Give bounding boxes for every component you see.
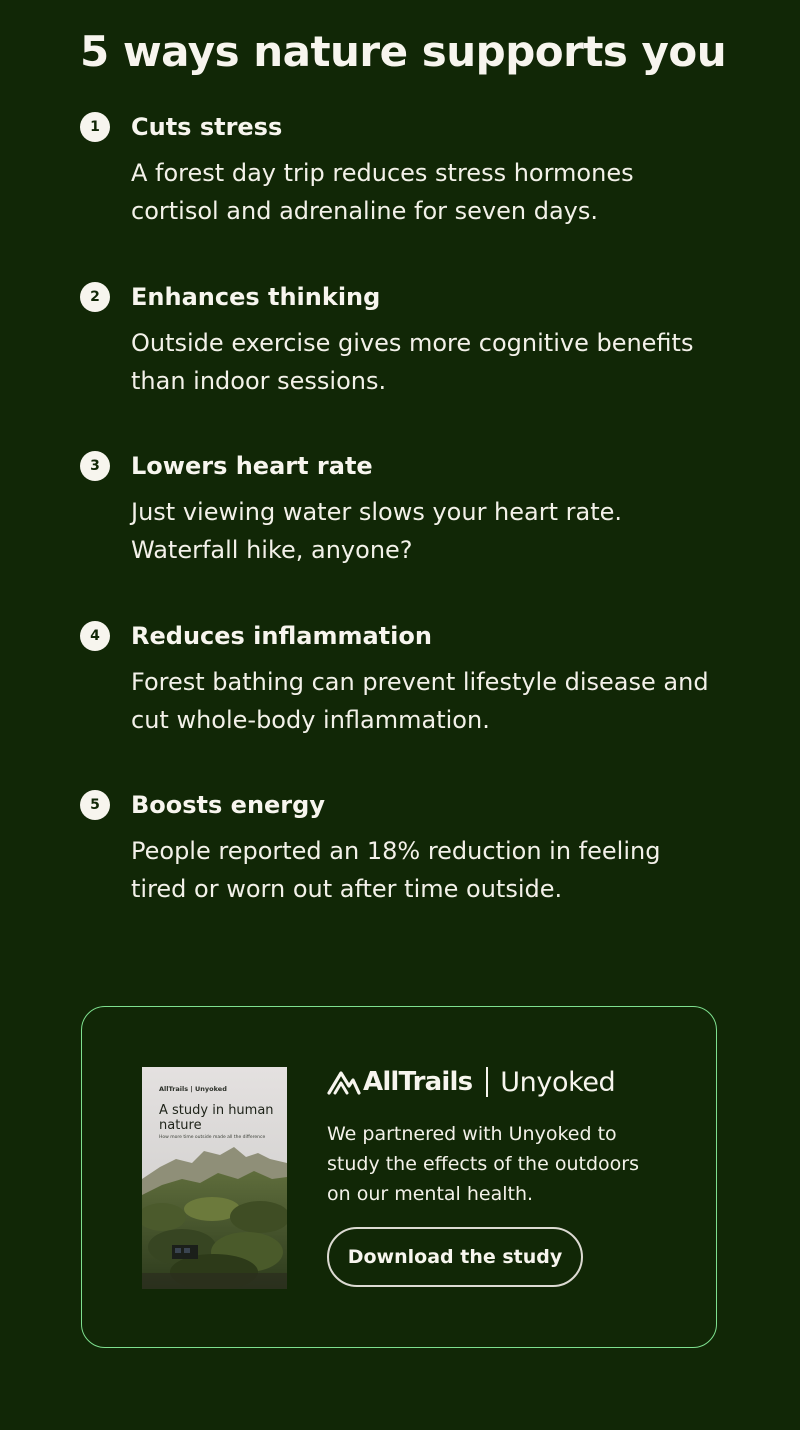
benefit-title: Cuts stress — [131, 113, 283, 141]
benefit-description: People reported an 18% reduction in feeling tired or worn out after time outside. — [131, 837, 661, 903]
cover-landscape-illustration — [142, 1067, 287, 1289]
partner-logos — [327, 1065, 615, 1099]
benefit-title: Boosts energy — [131, 791, 325, 819]
benefit-description: A forest day trip reduces stress hormones cortisol and adrenaline for seven days. — [131, 159, 634, 225]
number-badge: 1 — [80, 112, 110, 142]
page-title: 5 ways nature supports you — [80, 27, 727, 76]
number-badge: 5 — [80, 790, 110, 820]
promo-description: We partnered with Unyoked to study the effects of the outdoors on our mental health. — [327, 1123, 639, 1205]
cover-subtitle: How more time outside made all the difference — [159, 1135, 266, 1140]
study-promo-card — [81, 1006, 717, 1348]
unyoked-logo-text: Unyoked — [500, 1066, 616, 1098]
cover-logos: AllTrails | Unyoked — [159, 1085, 227, 1093]
number-badge: 3 — [80, 451, 110, 481]
alltrails-logo-text: AllTrails — [363, 1067, 473, 1097]
benefit-description: Outside exercise gives more cognitive benefits than indoor sessions. — [131, 329, 694, 395]
alltrails-mountain-icon — [327, 1069, 361, 1095]
benefit-description: Forest bathing can prevent lifestyle disease and cut whole-body inflammation. — [131, 668, 709, 734]
study-cover-image — [142, 1067, 287, 1289]
cover-title: A study in human nature — [159, 1103, 274, 1133]
benefit-title: Reduces inflammation — [131, 622, 432, 650]
number-badge: 4 — [80, 621, 110, 651]
number-badge: 2 — [80, 282, 110, 312]
download-study-button[interactable]: Download the study — [327, 1227, 583, 1287]
benefit-title: Enhances thinking — [131, 283, 381, 311]
logo-divider — [486, 1067, 488, 1097]
benefit-description: Just viewing water slows your heart rate. Waterfall hike, anyone? — [131, 498, 623, 564]
benefit-title: Lowers heart rate — [131, 452, 373, 480]
